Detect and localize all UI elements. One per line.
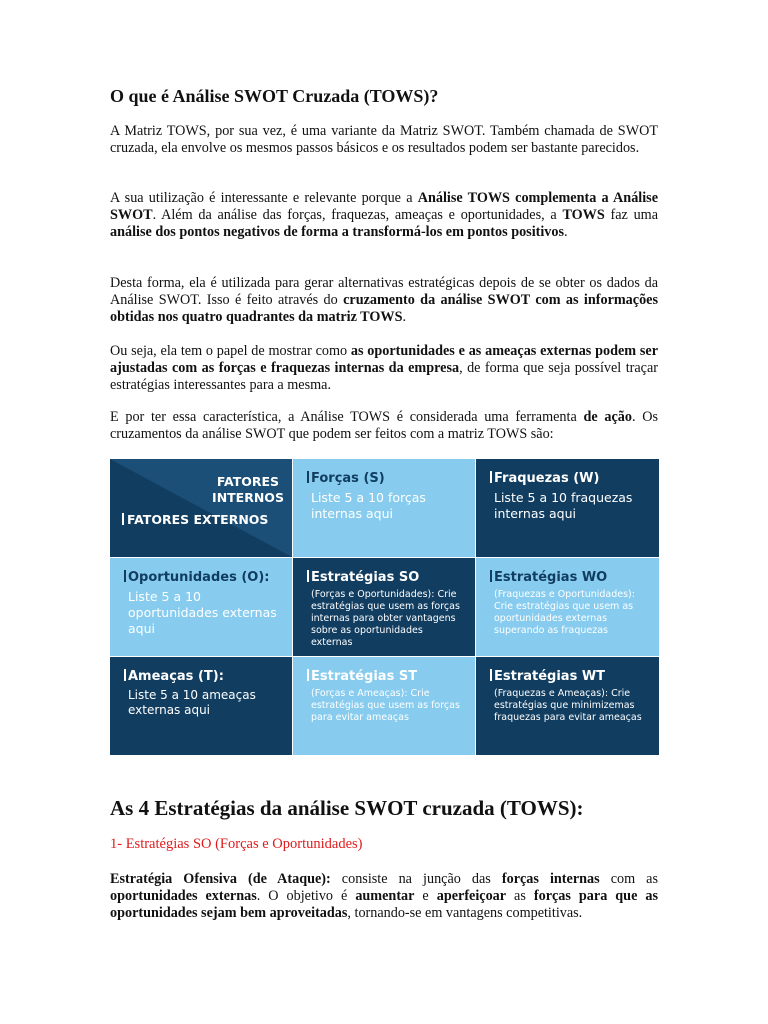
cell-estrategias-wo	[476, 558, 659, 656]
bold-text: Estratégia Ofensiva (de Ataque):	[110, 871, 331, 887]
cell-estrategias-wt	[476, 657, 659, 755]
paragraph-ferramenta	[110, 409, 658, 443]
text: .	[564, 224, 568, 240]
bold-text: cruzamento da análise SWOT com as informações obtidas nos quatro quadrantes da matriz TOWS	[110, 292, 658, 325]
cell-title: Estratégias ST	[307, 669, 465, 685]
paragraph-estrategia-ofensiva	[110, 871, 658, 922]
bold-text: TOWS	[562, 207, 605, 223]
cell-body: Liste 5 a 10 ameaças externas aqui	[128, 688, 256, 717]
paragraph-utilizacao	[110, 190, 658, 241]
text: . O objetivo é	[256, 888, 356, 904]
cell-body: Liste 5 a 10 fraquezas internas aqui	[494, 490, 633, 521]
cell-body: Liste 5 a 10 forças internas aqui	[311, 490, 426, 521]
bold-text: aumentar	[355, 888, 415, 904]
cell-title: Ameaças (T):	[124, 669, 282, 685]
cell-body: (Fraquezas e Oportunidades): Crie estratégias que usem as oportunidades externas superando as fraquezas	[494, 589, 635, 636]
tows-matrix	[110, 459, 659, 755]
fatores-externos-text: FATORES EXTERNOS	[127, 512, 269, 527]
bold-text: de ação	[583, 409, 632, 425]
text: . Os cruzamentos da análise SWOT que podem ser feitos com a matriz TOWS são:	[110, 409, 658, 442]
cell-title: Fraquezas (W)	[490, 471, 649, 487]
section-title: O que é Análise SWOT Cruzada (TOWS)?	[110, 86, 439, 106]
cell-body: Liste 5 a 10 oportunidades externas aqui	[128, 589, 277, 636]
paragraph-intro: A Matriz TOWS, por sua vez, é uma variante da Matriz SWOT. Também chamada de SWOT cruzada, ela envolve os mesmos passos básicos e os resultados podem ser bastante parecidos.	[110, 123, 658, 156]
bold-text: análise dos pontos negativos de forma a transformá-los em pontos positivos	[110, 224, 565, 240]
paragraph-ou-seja	[110, 343, 658, 394]
text: Desta forma, ela é utilizada para gerar alternativas estratégicas depois de se obter os dados da Análise SWOT. Isso é feito através do	[110, 275, 658, 308]
text: consiste na junção das	[330, 871, 502, 887]
bold-text: forças internas	[501, 871, 600, 887]
cell-forcas	[293, 459, 475, 557]
bold-text: as oportunidades e as ameaças externas podem ser ajustadas com as forças e fraquezas internas da empresa	[110, 343, 658, 376]
text: , de forma que seja possível traçar estratégias interessantes para a mesma.	[110, 360, 658, 393]
cell-body: (Fraquezas e Ameaças): Crie estratégias que minimizemas fraquezas para evitar ameaças	[494, 688, 642, 723]
strategies-title: As 4 Estratégias da análise SWOT cruzada (TOWS):	[110, 796, 584, 820]
cell-title: Estratégias WO	[490, 570, 649, 586]
text: , tornando-se em vantagens competitivas.	[347, 905, 583, 921]
cell-body: (Forças e Oportunidades): Crie estratégias que usem as forças internas para obter vantagens sobre as oportunidades externas	[311, 589, 460, 648]
text: A sua utilização é interessante e relevante porque a	[110, 190, 418, 206]
text: e	[414, 888, 437, 904]
text: .	[402, 309, 407, 325]
cell-title: Oportunidades (O):	[124, 570, 282, 586]
fatores-externos-label	[122, 512, 268, 528]
cell-title: Forças (S)	[307, 471, 465, 487]
fatores-internos-label: FATORES INTERNOS	[212, 474, 284, 505]
cell-title: Estratégias WT	[490, 669, 649, 685]
text: faz uma	[604, 207, 659, 223]
cell-estrategias-st	[293, 657, 475, 755]
text: as	[506, 888, 534, 904]
paragraph-desta-forma	[110, 275, 658, 326]
text: com as	[599, 871, 659, 887]
cell-body: (Forças e Ameaças): Crie estratégias que usem as forças para evitar ameaças	[311, 688, 460, 723]
bold-text: oportunidades externas	[110, 888, 257, 904]
cell-estrategias-so	[293, 558, 475, 656]
strategy-so-heading: 1- Estratégias SO (Forças e Oportunidades)	[110, 836, 363, 852]
bold-text: aperfeiçoar	[436, 888, 507, 904]
bold-text: forças para que as oportunidades sejam bem aproveitadas	[110, 888, 658, 921]
cell-oportunidades	[110, 558, 292, 656]
cell-title: Estratégias SO	[307, 570, 465, 586]
text: . Além da análise das forças, fraquezas, ameaças e oportunidades, a	[152, 207, 563, 223]
text: E por ter essa característica, a Análise TOWS é considerada uma ferramenta	[110, 409, 584, 425]
text: Ou seja, ela tem o papel de mostrar como	[110, 343, 351, 359]
cell-ameacas	[110, 657, 292, 755]
matrix-corner	[110, 459, 292, 557]
cell-fraquezas	[476, 459, 659, 557]
bold-text: Análise TOWS complementa a Análise SWOT	[110, 190, 658, 223]
